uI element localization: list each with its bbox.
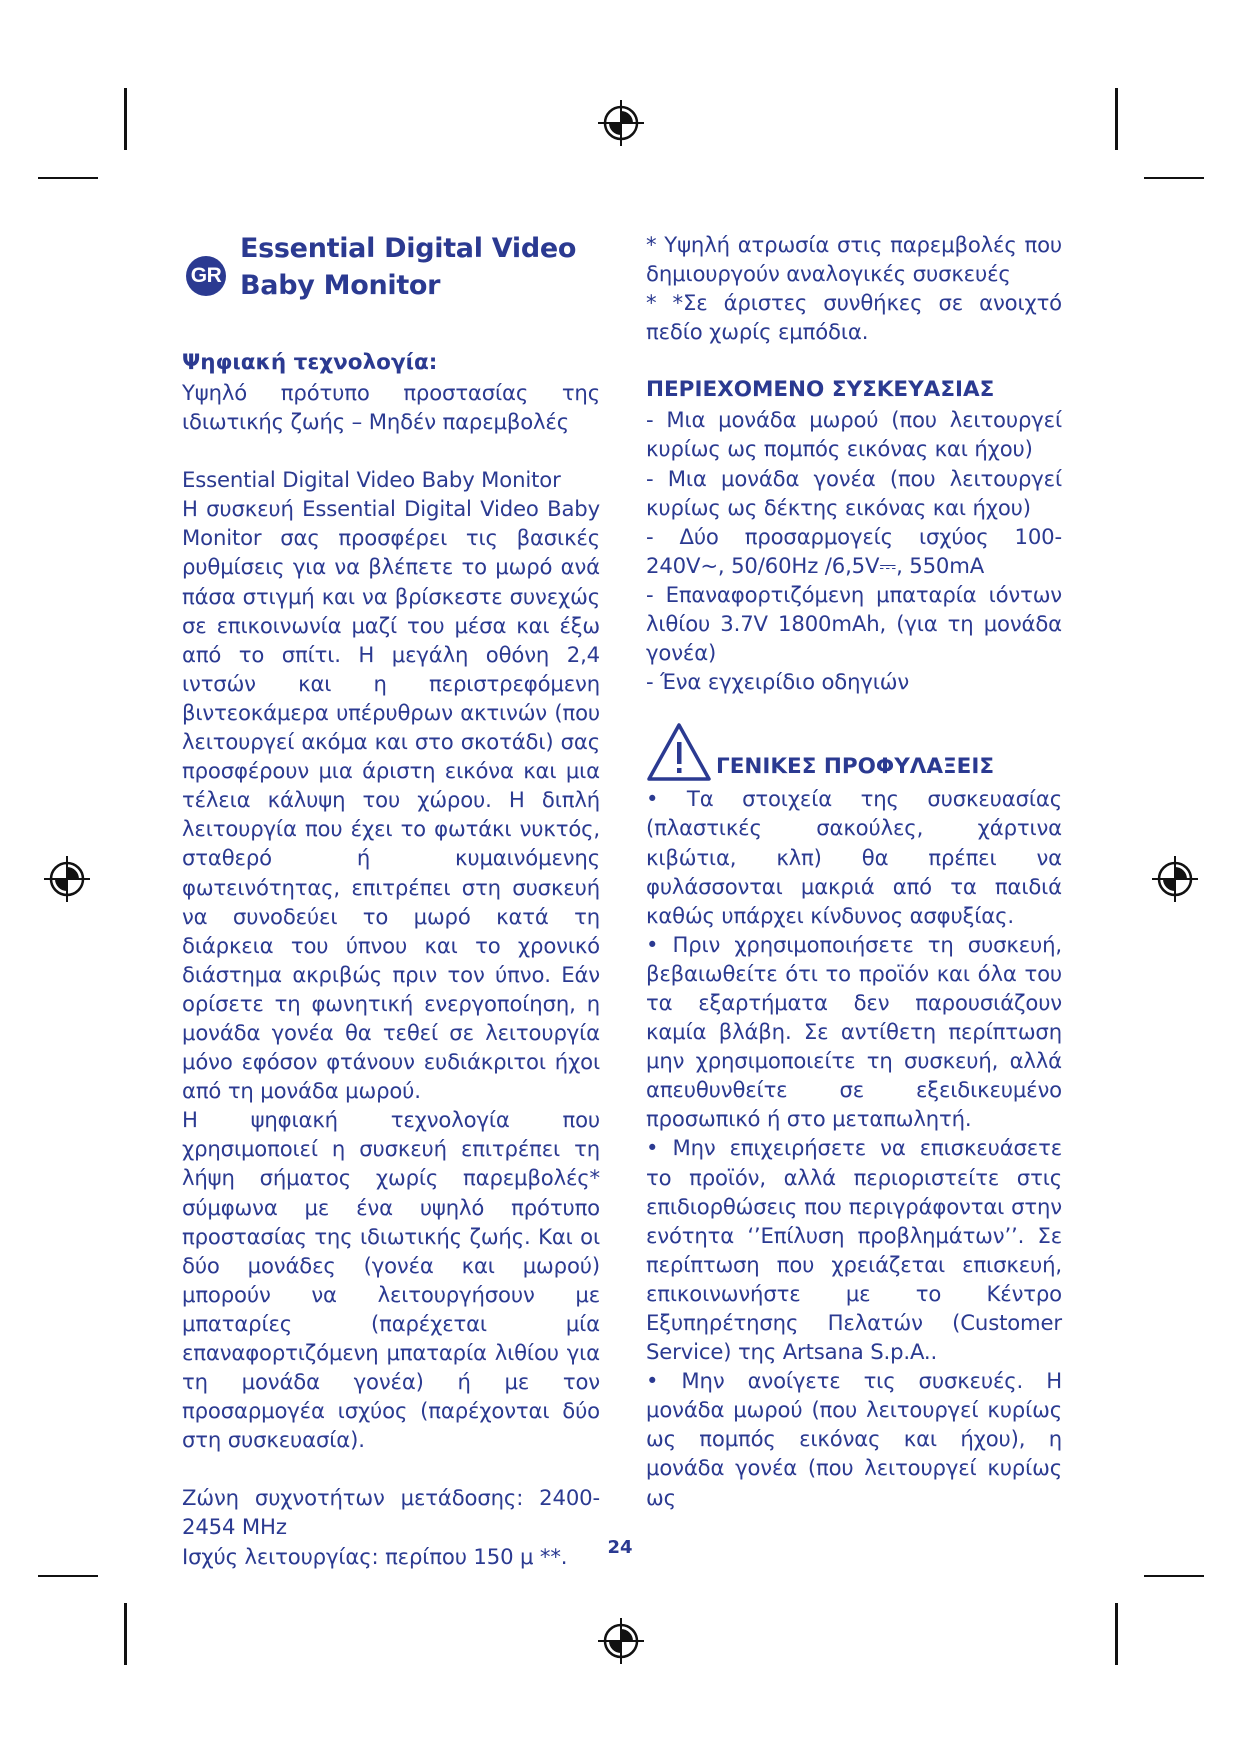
frequency-text: Ζώνη συχνοτήτων μετάδοσης: 2400-2454 MHz bbox=[182, 1485, 600, 1540]
registration-mark-icon bbox=[596, 1616, 646, 1666]
package-item: - Επαναφορτιζόμενη μπαταρία ιόντων λιθίου 3.7V 1800mAh, (για τη μονάδα γονέα) bbox=[646, 581, 1062, 666]
precautions-heading: ΓΕΝΙΚΕΣ ΠΡΟΦΥΛΑΞΕΙΣ bbox=[716, 754, 995, 780]
title-line-2: Baby Monitor bbox=[240, 270, 441, 301]
range-text: Ισχύς λειτουργίας: περίπου 150 μ **. bbox=[182, 1543, 568, 1569]
precautions-header bbox=[646, 722, 1062, 784]
registration-mark-icon bbox=[42, 854, 92, 904]
title-block bbox=[182, 228, 600, 312]
warning-triangle-icon bbox=[646, 722, 712, 782]
product-name: Essential Digital Video Baby Monitor bbox=[182, 467, 561, 493]
crop-mark bbox=[1144, 1575, 1204, 1577]
title-line-1: Essential Digital Video bbox=[240, 233, 577, 264]
page-number: 24 bbox=[607, 1537, 633, 1558]
footnote-2: * *Σε άριστες συνθήκες σε ανοιχτό πεδίο χωρίς εμπόδια. bbox=[646, 290, 1062, 345]
package-item: - Ένα εγχειρίδιο οδηγιών bbox=[646, 669, 910, 695]
footnote-1: * Υψηλή ατρωσία στις παρεμβολές που δημιουργούν αναλογικές συσκευές bbox=[646, 232, 1062, 287]
digital-tech-heading: Ψηφιακή τεχνολογία: bbox=[182, 350, 438, 375]
crop-mark bbox=[38, 1575, 98, 1577]
crop-mark bbox=[1115, 1603, 1118, 1665]
package-item: - Μια μονάδα γονέα (που λειτουργεί κυρίως ως δέκτης εικόνας και ήχου) bbox=[646, 465, 1062, 520]
registration-mark-icon bbox=[596, 98, 646, 148]
package-item: - Δύο προσαρμογείς ισχύος 100-240V~, 50/60Hz /6,5V⎓, 550mA bbox=[646, 523, 1062, 578]
crop-mark bbox=[124, 88, 127, 150]
digital-tech-text: Η ψηφιακή τεχνολογία που χρησιμοποιεί η συσκευή επιτρέπει τη λήψη σήματος χωρίς παρεμβολές* σύμφωνα με ένα υψηλό πρότυπο προστασίας της ιδιωτικής ζωής. Και οι δύο μονάδες (γονέα και μωρού) μπορούν να λειτουργήσουν με μπαταρίες (παρέχεται μία επαναφορτιζόμενη μπαταρία λιθίου για τη μονάδα γονέα) ή με τον προσαρμογέα ισχύος (παρέχονται δύο στη συσκευασία). bbox=[182, 1107, 600, 1453]
crop-mark bbox=[1115, 88, 1118, 150]
page-title bbox=[240, 230, 576, 304]
crop-mark bbox=[124, 1603, 127, 1665]
crop-mark bbox=[38, 177, 98, 179]
intro-text: Υψηλό πρότυπο προστασίας της ιδιωτικής ζωής – Μηδέν παρεμβολές bbox=[182, 380, 600, 435]
crop-mark bbox=[1144, 177, 1204, 179]
package-item: - Μια μονάδα μωρού (που λειτουργεί κυρίως ως πομπός εικόνας και ήχου) bbox=[646, 407, 1062, 462]
description-text: Η συσκευή Essential Digital Video Baby Monitor σας προσφέρει τις βασικές ρυθμίσεις για να βλέπετε το μωρό ανά πάσα στιγμή και να βρίσκεστε συνεχώς σε επικοινωνία μαζί του μέσα και έξω από το σπίτι. Η μεγάλη οθόνη 2,4 ιντσών και η περιστρεφόμενη βιντεοκάμερα υπέρυθρων ακτινών (που λειτουργεί ακόμα και στο σκοτάδι) σας προσφέρουν μια άριστη εικόνα και μια τέλεια κάλυψη του χώρου. Η διπλή λειτουργία που έχει το φωτάκι νυκτός, σταθερό ή κυμαινόμενης φωτεινότητας, επιτρέπει στη συσκευή να συνοδεύει το μωρό κατά τη διάρκεια του ύπνου και το χρονικό διάστημα ακριβώς πριν τον ύπνο. Εάν ορίσετε τη φωνητική ενεργοποίηση, η μονάδα γονέα θα τεθεί σε λειτουργία μόνο εφόσον φτάνουν ευδιάκριτοι ήχοι από τη μονάδα μωρού. bbox=[182, 496, 600, 1104]
left-column bbox=[182, 228, 600, 1571]
precaution-item: • Τα στοιχεία της συσκευασίας (πλαστικές σακούλες, χάρτινα κιβώτια, κλπ) θα πρέπει να φυλάσσονται μακριά από τα παιδιά καθώς υπάρχει κίνδυνος ασφυξίας. bbox=[646, 786, 1062, 928]
right-column bbox=[646, 230, 1062, 1512]
language-badge: GR bbox=[186, 256, 226, 296]
registration-mark-icon bbox=[1150, 854, 1200, 904]
package-contents-heading: ΠΕΡΙΕΧΟΜΕΝΟ ΣΥΣΚΕΥΑΣΙΑΣ bbox=[646, 377, 995, 403]
precaution-item: • Μην ανοίγετε τις συσκευές. Η μονάδα μωρού (που λειτουργεί κυρίως ως πομπός εικόνας και ήχου), η μονάδα γονέα (που λειτουργεί κυρίως ως bbox=[646, 1368, 1062, 1510]
precaution-item: • Μην επιχειρήσετε να επισκευάσετε το προϊόν, αλλά περιοριστείτε στις επιδιορθώσεις που περιγράφονται στην ενότητα ‘’Επίλυση προβλημάτων’’. Σε περίπτωση που χρειάζεται επισκευή, επικοινωνήστε με το Κέντρο Εξυπηρέτησης Πελατών (Customer Service) της Artsana S.p.A.. bbox=[646, 1135, 1062, 1365]
precaution-item: • Πριν χρησιμοποιήσετε τη συσκευή, βεβαιωθείτε ότι το προϊόν και όλα του τα εξαρτήματα δεν παρουσιάζουν καμία βλάβη. Σε αντίθετη περίπτωση μην χρησιμοποιείτε τη συσκευή, αλλά απευθυνθείτε σε εξειδικευμένο προσωπικό ή στο μεταπωλητή. bbox=[646, 931, 1062, 1132]
